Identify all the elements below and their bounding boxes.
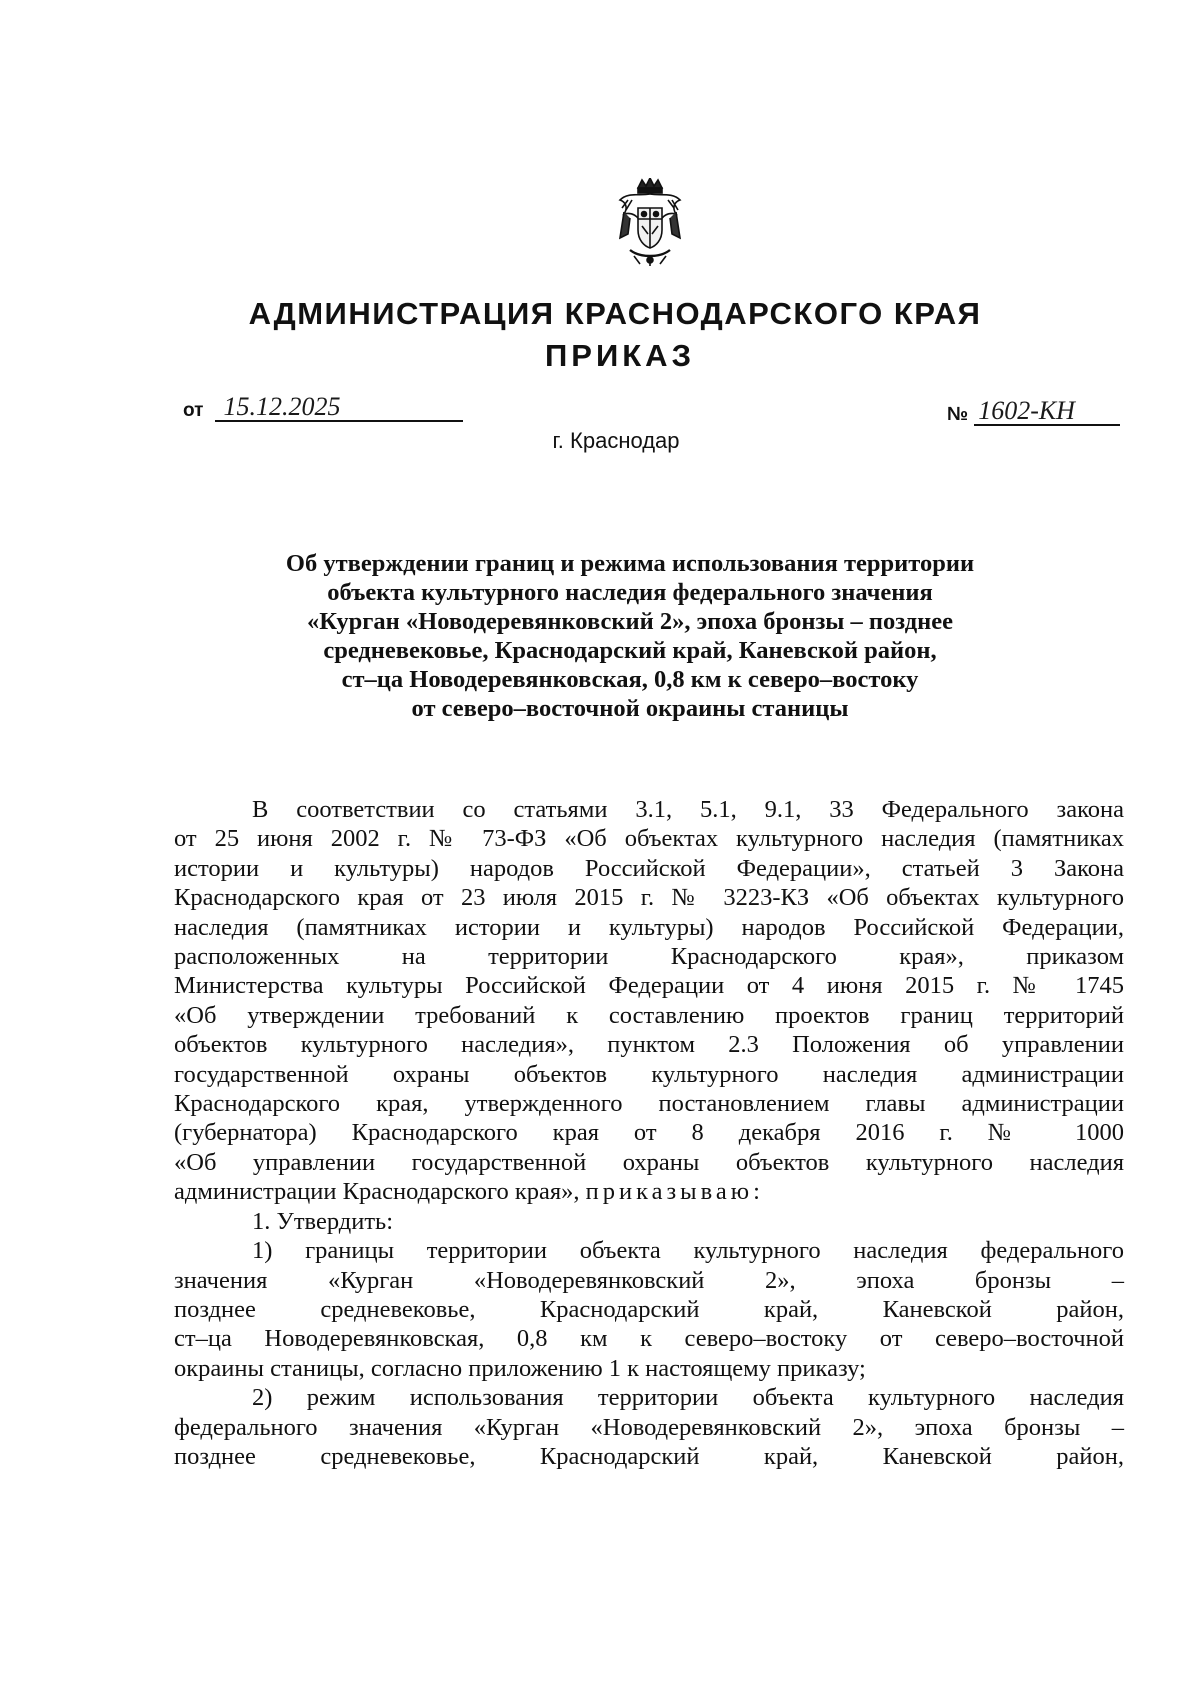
number-value: 1602-КН xyxy=(974,398,1120,426)
document-title xyxy=(220,549,1040,723)
body-line-last xyxy=(174,1177,1124,1206)
body-line: «Об утверждении требований к составлению проектов границ территорий xyxy=(174,1001,1124,1029)
title-line: ст–ца Новодеревянковская, 0,8 км к северо–востоку xyxy=(341,666,919,693)
order-word: приказываю: xyxy=(585,1178,764,1206)
body-line: федерального значения «Курган «Новодеревянковский 2», эпоха бронзы – xyxy=(174,1413,1124,1441)
body-line: В соответствии со статьями 3.1, 5.1, 9.1, 33 Федерального закона xyxy=(252,796,1124,823)
body-line: (губернатора) Краснодарского края от 8 декабря 2016 г. № 1000 xyxy=(174,1119,1124,1147)
organization-name: АДМИНИСТРАЦИЯ КРАСНОДАРСКОГО КРАЯ xyxy=(248,296,982,331)
document-body xyxy=(174,795,1124,1471)
body-line: Краснодарского края, утвержденного постановлением главы администрации xyxy=(174,1090,1124,1118)
body-line: 1) границы территории объекта культурного наследия федерального xyxy=(252,1237,1124,1265)
body-line: значения «Курган «Новодеревянковский 2», эпоха бронзы – xyxy=(174,1266,1124,1294)
body-line: объектов культурного наследия», пунктом 2.3 Положения об управлении xyxy=(174,1031,1124,1059)
city-name: г. Краснодар xyxy=(552,428,680,453)
number-field xyxy=(947,398,1120,426)
date-value: 15.12.2025 xyxy=(215,394,463,422)
title-line: Об утверждении границ и режима использования территории xyxy=(285,550,975,577)
body-line: Краснодарского края от 23 июля 2015 г. № 3223-КЗ «Об объектах культурного xyxy=(174,884,1124,912)
title-line: «Курган «Новодеревянковский 2», эпоха бронзы – позднее xyxy=(307,608,953,635)
body-line: позднее средневековье, Краснодарский край, Каневской район, xyxy=(174,1295,1124,1323)
number-label: № xyxy=(947,404,969,425)
date-label: от xyxy=(183,400,204,421)
title-line: от северо–восточной окраины станицы xyxy=(411,695,849,722)
body-line: ст–ца Новодеревянковская, 0,8 км к северо–востоку от северо–восточной xyxy=(174,1325,1124,1353)
body-line: государственной охраны объектов культурного наследия администрации xyxy=(174,1060,1124,1088)
title-line: объекта культурного наследия федерального значения xyxy=(327,579,933,606)
document-type: ПРИКАЗ xyxy=(545,338,695,373)
preamble-paragraph xyxy=(174,795,1124,1207)
subitem-1-paragraph xyxy=(174,1236,1124,1383)
body-line: 2) режим использования территории объекта культурного наследия xyxy=(252,1384,1124,1412)
coat-of-arms-icon xyxy=(610,178,690,268)
body-line: расположенных на территории Краснодарского края», приказом xyxy=(174,943,1124,971)
body-line: окраины станицы, согласно приложению 1 к настоящему приказу; xyxy=(174,1354,866,1382)
body-line: Министерства культуры Российской Федерации от 4 июня 2015 г. № 1745 xyxy=(174,972,1124,1000)
preamble-last-text: администрации Краснодарского края», xyxy=(174,1178,580,1206)
item-1 xyxy=(174,1207,1124,1236)
body-line: позднее средневековье, Краснодарский край, Каневской район, xyxy=(174,1442,1124,1470)
date-field xyxy=(183,394,463,422)
body-line: от 25 июня 2002 г. № 73-ФЗ «Об объектах культурного наследия (памятниках xyxy=(174,825,1124,853)
body-line: наследия (памятниках истории и культуры) народов Российской Федерации, xyxy=(174,913,1124,941)
body-line: «Об управлении государственной охраны объектов культурного наследия xyxy=(174,1148,1124,1176)
body-line: истории и культуры) народов Российской Федерации», статьей 3 Закона xyxy=(174,854,1124,882)
item-1-heading: 1. Утвердить: xyxy=(252,1207,394,1235)
title-line: средневековье, Краснодарский край, Каневской район, xyxy=(323,637,937,664)
subitem-2-paragraph xyxy=(174,1383,1124,1471)
